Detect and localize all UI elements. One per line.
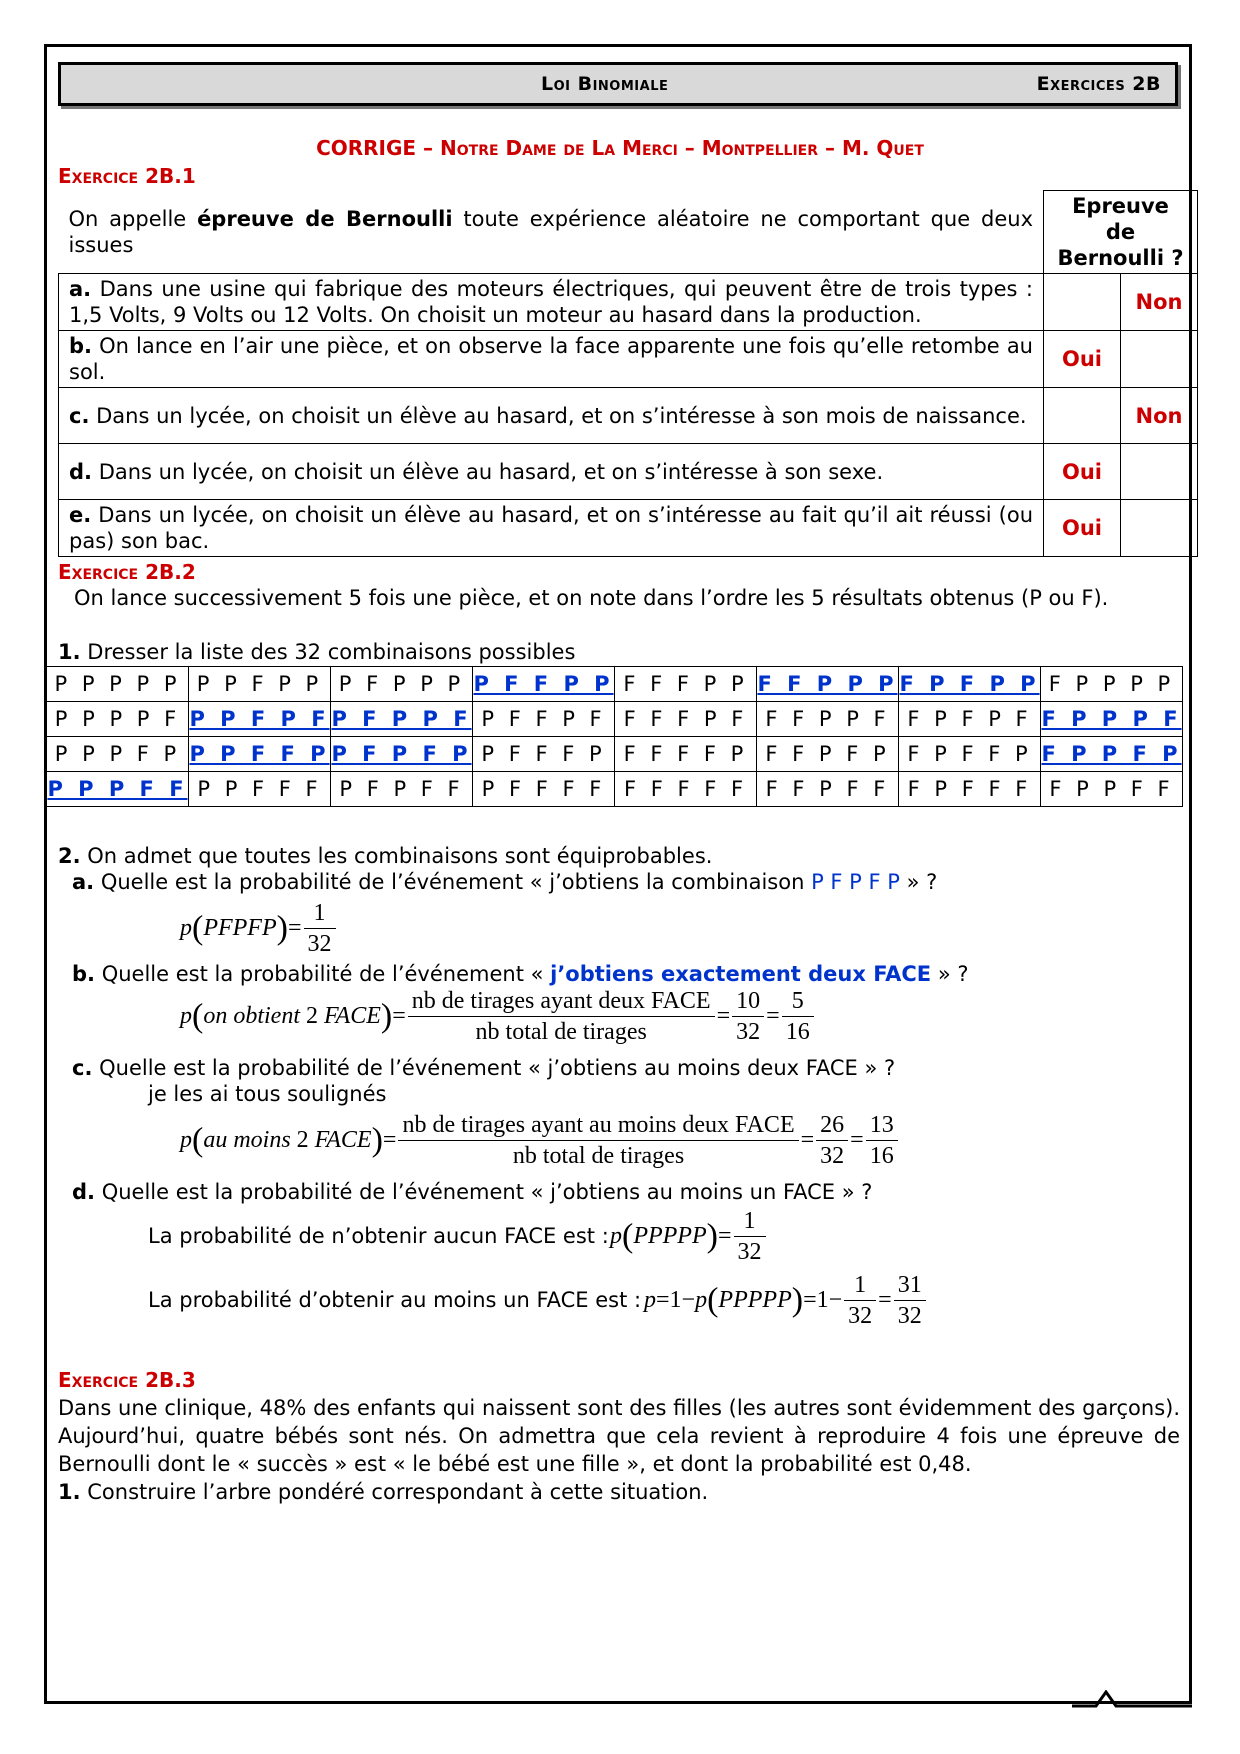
question-2a: a. Quelle est la probabilité de l’événement « j’obtiens la combinaison P F P F P » ? — [72, 870, 938, 894]
table-row — [59, 388, 1198, 444]
table-row — [59, 444, 1198, 500]
question-cell: d. Dans un lycée, on choisit un élève au hasard, et on s’intéresse à son sexe. — [59, 444, 1044, 500]
formula-d2: p=1−p(PPPPP)=1− $\frac{1}{32}$ = $\frac{31}{32}$ — [644, 1270, 928, 1331]
formula-d1: p(PPPPP)= $\frac{1}{32}$ — [610, 1206, 768, 1267]
combination-cell: P F P P P — [331, 667, 473, 702]
combination-cell: P P F F F — [189, 772, 331, 807]
combinations-table — [46, 666, 1183, 807]
exercise-3-question-1: 1. Construire l’arbre pondéré correspondant à cette situation. — [58, 1480, 709, 1504]
combination-cell: P P F P F — [189, 702, 331, 737]
formula-b: p(on obtient 2 FACE)= nb de tirages ayant deux FACE nb total de tirages = $\frac{10}{32}$ = $\frac{5}{16}$ — [180, 986, 816, 1047]
exercise-1-title: Exercice 2B.1 — [58, 164, 196, 188]
question-2d: d. Quelle est la probabilité de l’événement « j’obtiens au moins un FACE » ? — [72, 1180, 873, 1204]
table-row — [47, 702, 1183, 737]
combination-cell: F P P P F — [1041, 702, 1183, 737]
table-row — [59, 331, 1198, 388]
header-bar — [58, 62, 1178, 106]
combination-cell: F P F P F — [899, 702, 1041, 737]
combination-cell: F F P F P — [757, 737, 899, 772]
header-title: Loi Binomiale — [541, 73, 669, 95]
exercise-2-intro: On lance successivement 5 fois une pièce, et on note dans l’ordre les 5 résultats obtenus (P ou F). — [74, 586, 1109, 610]
non-cell — [1121, 444, 1198, 500]
frame-corner-mark — [1072, 1690, 1196, 1708]
combination-cell: F P F P P — [899, 667, 1041, 702]
exercise-2-title: Exercice 2B.2 — [58, 560, 196, 584]
combination-cell: F F F P F — [615, 702, 757, 737]
oui-cell: Oui — [1044, 331, 1121, 388]
combination-cell: F F P P P — [757, 667, 899, 702]
question-1: 1. Dresser la liste des 32 combinaisons possibles — [58, 640, 576, 664]
question-2c-note: je les ai tous soulignés — [148, 1082, 387, 1106]
intro-post: toute expérience aléatoire ne comportant que deux issues — [68, 206, 1033, 257]
formula-a: p(PFPFP)= $\frac{1}{32}$ — [180, 898, 338, 959]
non-cell — [1121, 500, 1198, 557]
non-cell — [1121, 331, 1198, 388]
target-combination: P F P F P — [811, 870, 900, 894]
exercise-3-text: Dans une clinique, 48% des enfants qui naissent sont des filles (les autres sont évidemment des garçons). Aujourd’hui, quatre bébés sont nés. On admettra que cela revient à reproduire 4 fois une épreuve de Bernoulli dont le « succès » est « le bébé est une fille », et dont la probabilité est 0,48. — [58, 1396, 1180, 1476]
combination-cell: F P F F P — [899, 737, 1041, 772]
question-cell: a. Dans une usine qui fabrique des moteurs électriques, qui peuvent être de trois types : 1,5 Volts, 9 Volts ou 12 Volts. On choisit un moteur au hasard dans la production. — [59, 274, 1044, 331]
oui-cell: Oui — [1044, 500, 1121, 557]
question-2c: c. Quelle est la probabilité de l’événement « j’obtiens au moins deux FACE » ? — [72, 1056, 896, 1080]
non-cell: Non — [1121, 274, 1198, 331]
question-2b: b. Quelle est la probabilité de l’événement « j’obtiens exactement deux FACE » ? — [72, 962, 969, 986]
combination-cell: P F P P F — [331, 702, 473, 737]
question-cell: e. Dans un lycée, on choisit un élève au hasard, et on s’intéresse au fait qu’il ait réussi (ou pas) son bac. — [59, 500, 1044, 557]
combination-cell: F P P F F — [1041, 772, 1183, 807]
exercise-3-title: Exercice 2B.3 — [58, 1368, 196, 1392]
question-cell: b. On lance en l’air une pièce, et on observe la face apparente une fois qu’elle retombe au sol. — [59, 331, 1044, 388]
oui-cell: Oui — [1044, 444, 1121, 500]
non-cell: Non — [1121, 388, 1198, 444]
combination-cell: F P P P P — [1041, 667, 1183, 702]
bernoulli-intro — [59, 191, 1044, 274]
combination-cell: P F F P F — [473, 702, 615, 737]
table-row — [47, 772, 1183, 807]
table-row — [47, 737, 1183, 772]
combination-cell: P P F P P — [189, 667, 331, 702]
intro-pre: On appelle — [68, 206, 198, 231]
combination-cell: P F P F P — [331, 737, 473, 772]
combination-cell: F F F F P — [615, 737, 757, 772]
combination-cell: F P F F F — [899, 772, 1041, 807]
combination-cell: P F F F P — [473, 737, 615, 772]
formula-c: p(au moins 2 FACE)= nb de tirages ayant au moins deux FACE nb total de tirages = $\frac{26}{32}$ = $\frac{13}{16}$ — [180, 1110, 900, 1171]
combination-cell: P P P F P — [47, 737, 189, 772]
bernoulli-table — [58, 190, 1198, 557]
combination-cell: F F P F F — [757, 772, 899, 807]
combination-cell: F F F P P — [615, 667, 757, 702]
oui-cell — [1044, 274, 1121, 331]
table-row — [47, 667, 1183, 702]
question-cell: c. Dans un lycée, on choisit un élève au hasard, et on s’intéresse à son mois de naissance. — [59, 388, 1044, 444]
combination-cell: F P P F P — [1041, 737, 1183, 772]
table-row — [59, 500, 1198, 557]
corrige-title: CORRIGE – Notre Dame de La Merci – Montpellier – M. Quet — [316, 136, 924, 160]
combination-cell: P F P F F — [331, 772, 473, 807]
question-2d-line2: La probabilité d’obtenir au moins un FACE est : — [148, 1288, 642, 1312]
combination-cell: F F P P F — [757, 702, 899, 737]
combination-cell: P F F F F — [473, 772, 615, 807]
combination-cell: F F F F F — [615, 772, 757, 807]
intro-bold: épreuve de Bernoulli — [197, 206, 453, 231]
combination-cell: P P P P F — [47, 702, 189, 737]
combination-cell: P P P P P — [47, 667, 189, 702]
exactly-two-face-label: j’obtiens exactement deux FACE — [550, 962, 932, 986]
combination-cell: P P P F F — [47, 772, 189, 807]
combination-cell: P P F F P — [189, 737, 331, 772]
header-section: Exercices 2B — [1036, 73, 1161, 95]
table-row — [59, 274, 1198, 331]
bernoulli-column-header: Epreuve de Bernoulli ? — [1044, 191, 1198, 274]
combination-cell: P F F P P — [473, 667, 615, 702]
question-2: 2. On admet que toutes les combinaisons sont équiprobables. — [58, 844, 713, 868]
oui-cell — [1044, 388, 1121, 444]
question-2d-line1: La probabilité de n’obtenir aucun FACE est : — [148, 1224, 609, 1248]
